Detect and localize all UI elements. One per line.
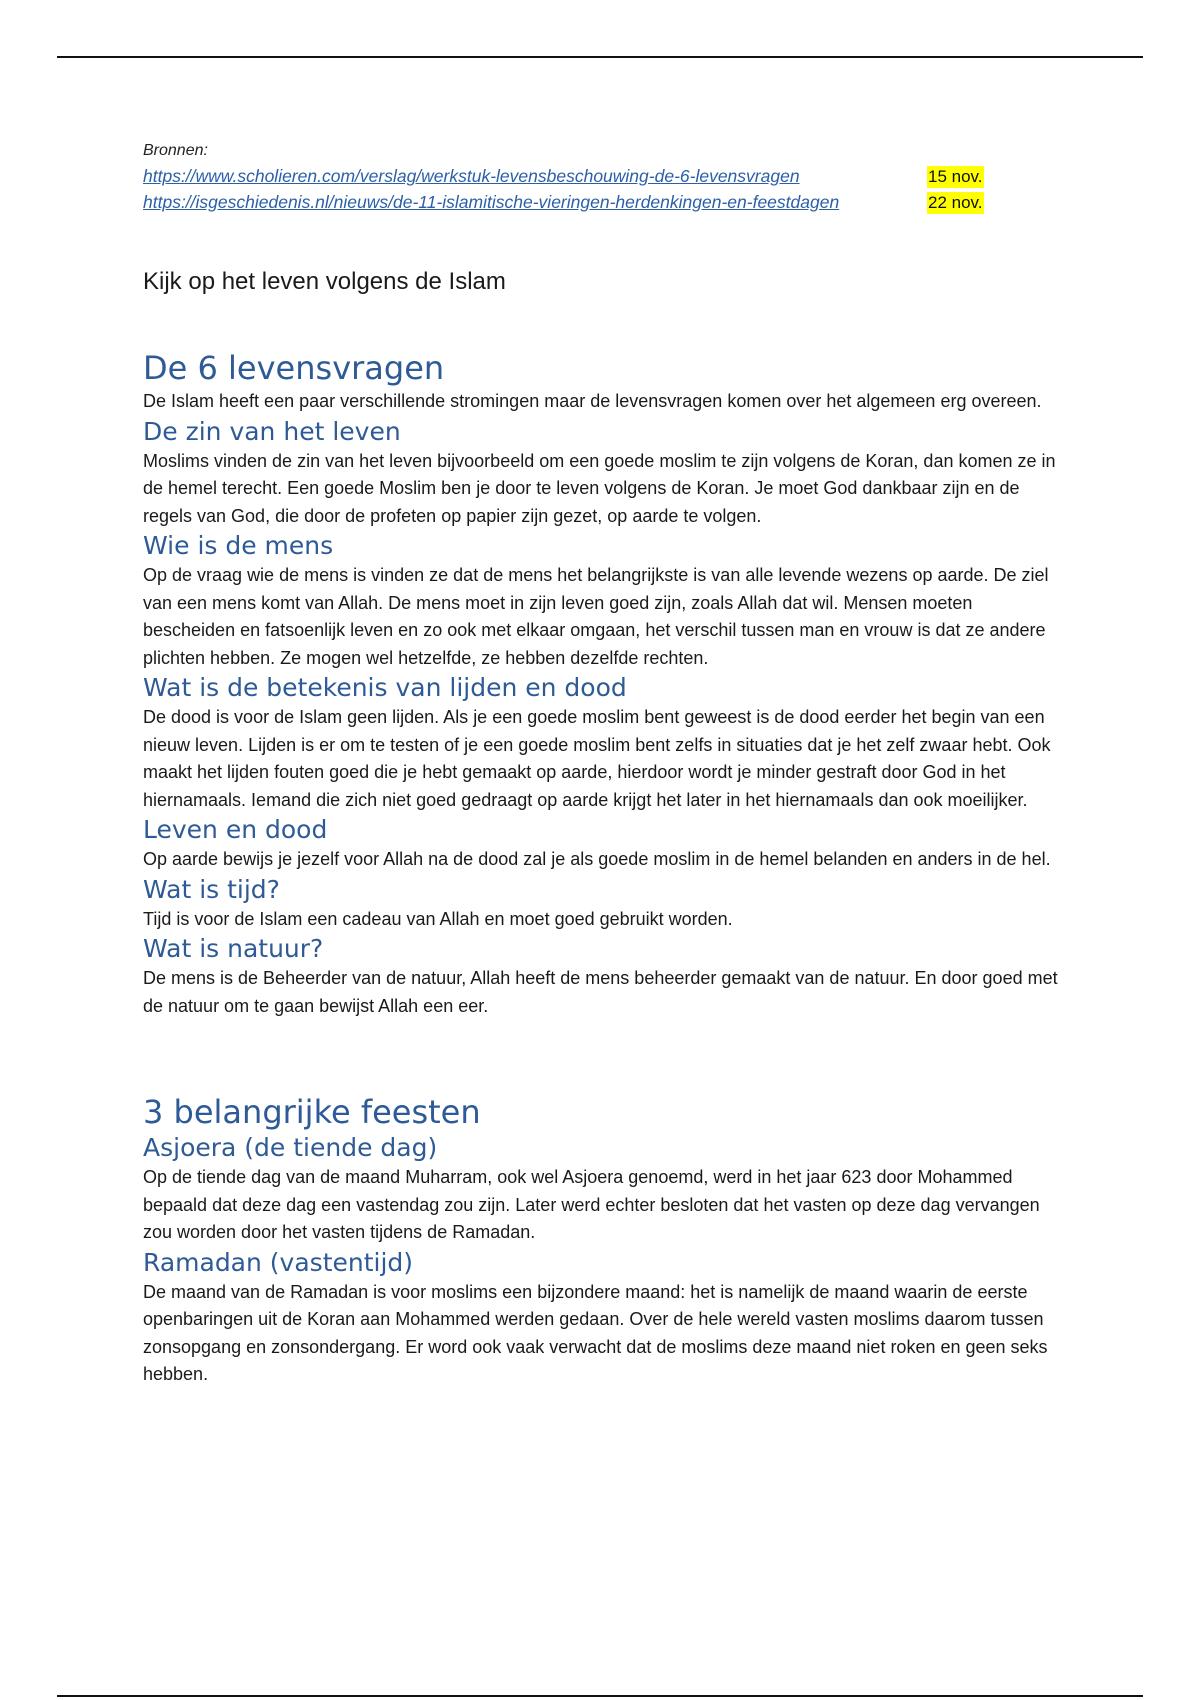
paragraph: De mens is de Beheerder van de natuur, Allah heeft de mens beheerder gemaakt van de natuur. En door goed met de natuur om te gaan bewijst Allah een eer. — [143, 968, 1058, 1016]
paragraph: Tijd is voor de Islam een cadeau van Allah en moet goed gebruikt worden. — [143, 908, 733, 929]
paragraph: Op de vraag wie de mens is vinden ze dat de mens het belangrijkste is van alle levende wezens op aarde. De ziel van een mens komt van Allah. De mens moet in zijn leven goed zijn, zoals Allah dat wil. Mensen moeten bescheiden en fatsoenlijk leven en zo ook met elkaar omgaan, het verschil tussen man en vrouw is dat ze andere plichten hebben. Ze mogen wel hetzelfde, ze hebben dezelfde rechten. — [143, 565, 1049, 668]
paragraph: De dood is voor de Islam geen lijden. Als je een goede moslim bent geweest is de dood eerder het begin van een nieuw leven. Lijden is er om te testen of je een goede moslim bent zelfs in situaties dat je het zelf zwaar hebt. Ook maakt het lijden fouten goed die je hebt gemaakt op aarde, hierdoor wordt je minder gestraft door God in het hiernamaals. Iemand die zich niet goed gedraagt op aarde krijgt het later in het hiernamaals dan ook moeilijker. — [143, 707, 1051, 810]
subheading: Wie is de mens — [143, 531, 334, 560]
source-date: 22 nov. — [928, 193, 983, 212]
subheading: Wat is tijd? — [143, 874, 280, 904]
subheading: Ramadan (vastentijd) — [143, 1247, 414, 1277]
paragraph: Op de tiende dag van de maand Muharram, ook wel Asjoera genoemd, werd in het jaar 623 door Mohammed bepaald dat deze dag een vastendag zou zijn. Later werd echter besloten dat het vasten op deze dag vervangen zou worden door het vasten tijdens de Ramadan. — [143, 1167, 1040, 1242]
source-date: 15 nov. — [928, 167, 983, 186]
paragraph: Op aarde bewijs je jezelf voor Allah na de dood zal je als goede moslim in de hemel belanden en anders in de hel. — [143, 849, 1051, 869]
subheading: Leven en dood — [143, 815, 328, 844]
source-row — [143, 192, 1063, 218]
source-link[interactable]: https://isgeschiedenis.nl/nieuws/de-11-islamitische-vieringen-herdenkingen-en-feestdagen — [143, 192, 840, 212]
section-heading-feesten: 3 belangrijke feesten — [143, 1093, 481, 1131]
paragraph: Moslims vinden de zin van het leven bijvoorbeeld om een goede moslim te zijn volgens de Koran, dan komen ze in de hemel terecht. Een goede Moslim ben je door te leven volgens de Koran. Je moet God dankbaar zijn en de regels van God, die door de profeten op papier zijn gezet, op aarde te volgen. — [143, 450, 1056, 526]
section-heading-levensvragen: De 6 levensvragen — [143, 349, 445, 387]
source-row — [143, 166, 1063, 192]
subheading: Wat is de betekenis van lijden en dood — [143, 673, 627, 702]
subheading: Asjoera (de tiende dag) — [143, 1133, 438, 1162]
sources-label: Bronnen: — [143, 142, 208, 159]
page-bottom-rule — [57, 1695, 1143, 1697]
source-link[interactable]: https://www.scholieren.com/verslag/werkstuk-levensbeschouwing-de-6-levensvragen — [143, 166, 800, 186]
section-intro: De Islam heeft een paar verschillende stromingen maar de levensvragen komen over het algemeen erg overeen. — [143, 391, 1042, 411]
paragraph: De maand van de Ramadan is voor moslims een bijzondere maand: het is namelijk de maand waarin de eerste openbaringen uit de Koran aan Mohammed werden gedaan. Over de hele wereld vasten moslims daarom tussen zonsopgang en zonsondergang. Er word ook vaak verwacht dat de moslims deze maand niet roken en geen seks hebben. — [143, 1281, 1048, 1384]
document-body — [143, 142, 1063, 1389]
document-subtitle: Kijk op het leven volgens de Islam — [143, 268, 506, 295]
subheading: De zin van het leven — [143, 416, 401, 446]
page-top-rule — [57, 56, 1143, 58]
subheading: Wat is natuur? — [143, 934, 324, 963]
